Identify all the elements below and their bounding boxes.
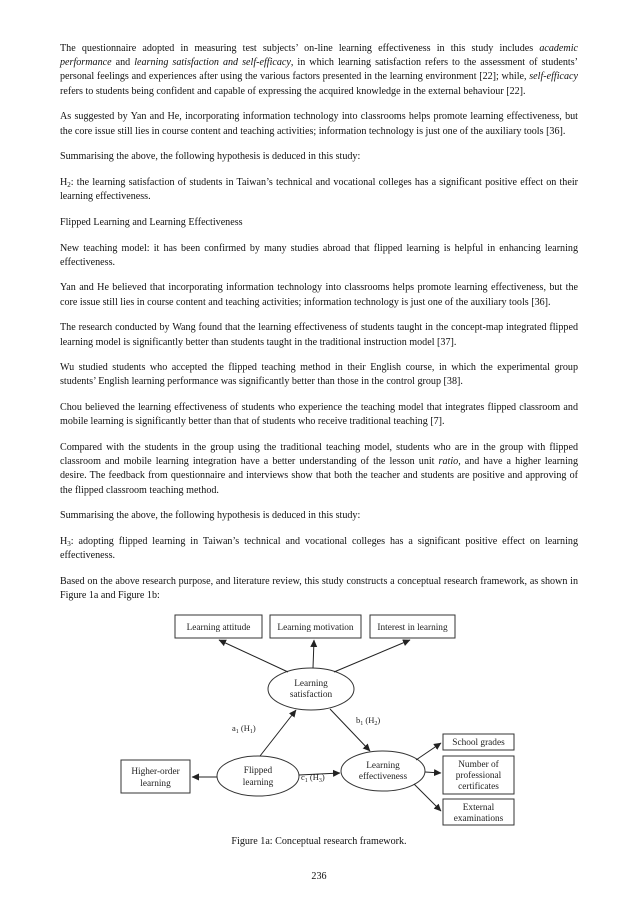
paragraph [60,176,578,204]
satisfaction-label-1: Learning [294,679,328,689]
paragraph [60,361,578,389]
paragraph [60,401,578,429]
text-run: Wu studied students who accepted the flipped teaching method in their English course, in which the experimental group students’ English learning performance was significantly better than those in the control group [38]. [60,362,578,388]
italic-text: ratio [438,456,459,468]
certificates-label-2: professional [455,771,502,781]
flipped-label-1: Flipped [243,766,273,776]
path-label-a1: $a_1$ $(H_1)$ [232,723,256,735]
text-run: Yan and He believed that incorporating information technology into classrooms helps promote learning effectiveness, but the core issue still lies in course content and teaching activities; information technology is just one of the auxiliary tools [36]. [60,282,578,308]
paragraph [60,42,578,99]
text-run: Compared with the students in the group using the traditional teaching model, students who are in the group with flipped classroom and mobile learning integration have a better understanding of the lesson unit [60,442,578,468]
arrow-to-attitude [219,640,288,672]
learning-motivation-label: Learning motivation [277,623,354,633]
text-run: The research conducted by Wang found that the learning effectiveness of students taught in the concept-map integrated flipped learning model is significantly better than students taught in the traditional instruction model [37]. [60,322,578,348]
body-text [60,42,578,615]
flipped-learning-node [217,756,299,796]
examinations-label-1: External [462,803,495,813]
examinations-label-2: examinations [453,814,504,824]
paragraph [60,281,578,309]
text-run: , in which learning satisfaction refers to the assessment of students’ personal feelings and experiences after using the various factors presented in the learning environment [22]; while, [60,57,578,83]
figure-caption: Figure 1a: Conceptual research framework. [231,836,407,847]
text-run: Summarising the above, the following hypothesis is deduced in this study: [60,510,361,522]
arrow-to-examinations [414,784,441,811]
text-run: H [60,176,68,188]
path-label-c1: $c_1$ $(H_3)$ [301,772,325,784]
text-run: and [111,57,135,69]
certificates-label-1: Number of [458,760,499,770]
arrow-to-motivation [313,640,314,668]
effectiveness-label-2: effectiveness [358,772,408,782]
subscript: 2 [67,180,71,189]
arrow-to-certificates [425,772,441,773]
paragraph [60,216,578,230]
paragraph [60,321,578,349]
text-run: As suggested by Yan and He, incorporating information technology into classrooms helps promote learning effectiveness, but the core issue still lies in course content and teaching activities; information technology is just one of the auxiliary tools [36]. [60,111,578,137]
paragraph [60,242,578,270]
text-run: refers to students being confident and capable of expressing the acquired knowledge in the external behaviour [22]. [60,85,526,97]
text-run: : adopting flipped learning in Taiwan’s technical and vocational colleges has a significant positive effect on learning effectiveness. [60,536,578,562]
higher-order-label-1: Higher-order [131,767,180,777]
arrow-to-interest [334,640,410,672]
italic-text: learning satisfaction and self-efficacy [134,57,291,69]
paragraph [60,575,578,603]
flipped-label-2: learning [242,778,274,788]
learning-attitude-label: Learning attitude [186,623,251,633]
certificates-label-3: certificates [458,782,499,792]
satisfaction-label-2: satisfaction [289,690,333,700]
text-run: The questionnaire adopted in measuring test subjects’ on-line learning effectiveness in this study includes [60,43,540,54]
paragraph [60,441,578,498]
higher-order-label-2: learning [140,779,171,789]
arrow-to-school-grades [416,743,441,760]
paragraph [60,110,578,138]
text-run: H [60,536,68,548]
subscript: 3 [67,540,71,549]
conceptual-framework-diagram [118,612,518,832]
school-grades-label: School grades [452,738,505,748]
text-run: Chou believed the learning effectiveness of students who experience the teaching model that integrates flipped classroom and mobile learning is significantly better than that of students who receive traditional teaching [7]. [60,402,578,428]
paragraph [60,150,578,164]
text-run: Based on the above research purpose, and literature review, this study constructs a conceptual research framework, as shown in Figure 1a and Figure 1b: [60,575,578,602]
path-label-b1: $b_1$ $(H_2)$ [356,715,381,727]
text-run: New teaching model: it has been confirmed by many studies abroad that flipped learning is helpful in enhancing learning effectiveness. [60,242,578,268]
effectiveness-label-1: Learning [366,761,400,771]
paragraph [60,509,578,523]
text-run: : the learning satisfaction of students in Taiwan’s technical and vocational colleges has a significant positive effect on their learning effectiveness. [60,176,578,203]
interest-in-learning-label: Interest in learning [377,623,448,633]
text-run: , and have a higher learning desire. The feedback from questionnaire and interviews show that both the teacher and students are positive and approving of the flipped classroom teaching method. [60,456,578,496]
italic-text: self-efficacy [529,71,578,83]
arrow-c1 [299,773,340,775]
arrow-a1 [260,710,296,756]
page-number: 236 [311,871,327,882]
paragraph [60,535,578,563]
learning-satisfaction-node [268,668,354,710]
learning-effectiveness-node [341,751,425,791]
italic-text: academic performance [60,43,578,69]
text-run: Flipped Learning and Learning Effectiveness [60,216,243,228]
text-run: Summarising the above, the following hypothesis is deduced in this study: [60,151,361,163]
